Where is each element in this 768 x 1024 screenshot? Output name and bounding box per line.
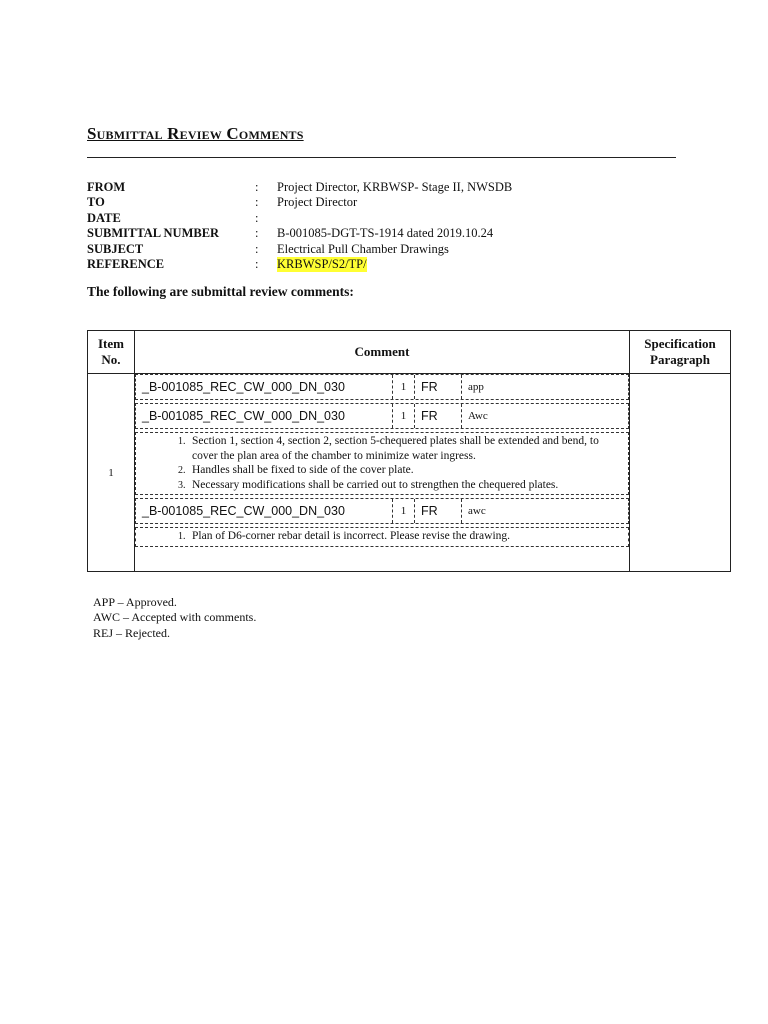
drawing-number: _B-001085_REC_CW_000_DN_030 — [136, 499, 393, 523]
title-rule — [87, 157, 676, 158]
from-value: Project Director, KRBWSP- Stage II, NWSDB — [277, 180, 513, 194]
comments-box — [135, 432, 629, 495]
from-label: FROM — [87, 180, 126, 194]
from-row — [87, 180, 512, 195]
reference-value: KRBWSP/S2/TP/ — [277, 256, 367, 271]
colon: : — [255, 180, 259, 194]
item-no-header: Item No. — [88, 331, 135, 374]
date-label: DATE — [87, 210, 121, 225]
drawing-number: _B-001085_REC_CW_000_DN_030 — [136, 404, 393, 428]
review-status: Awc — [468, 410, 488, 422]
comment-item: 2. Handles shall be fixed to side of the cover plate. — [188, 463, 624, 478]
intro-text: The following are submittal review comments: — [87, 284, 354, 299]
review-status: app — [468, 381, 484, 393]
review-table — [87, 330, 731, 572]
table-header-row — [88, 331, 731, 374]
to-label: TO — [87, 195, 105, 210]
revision: 1 — [393, 499, 415, 523]
subject-row — [87, 242, 512, 257]
comment-list — [136, 529, 624, 544]
table-row — [88, 374, 731, 572]
to-value: Project Director — [277, 195, 358, 210]
colon: : — [255, 210, 259, 225]
reviewer: FR — [415, 375, 462, 399]
reviewer: FR — [415, 499, 462, 523]
drawing-row — [135, 403, 629, 429]
item-number: 1 — [88, 374, 135, 572]
colon: : — [255, 241, 259, 256]
date-row — [87, 211, 512, 226]
subject-value: Electrical Pull Chamber Drawings — [277, 241, 449, 256]
comment-cell — [135, 374, 630, 572]
comment-item: 3. Necessary modifications shall be carried out to strengthen the chequered plates. — [188, 478, 624, 493]
revision: 1 — [393, 404, 415, 428]
legend-item: APP – Approved. — [93, 595, 177, 609]
colon: : — [255, 226, 259, 241]
subject-label: SUBJECT — [87, 241, 144, 256]
submittal-row — [87, 226, 512, 241]
revision: 1 — [393, 375, 415, 399]
drawing-number: _B-001085_REC_CW_000_DN_030 — [136, 375, 393, 399]
comment-header: Comment — [135, 331, 630, 374]
comment-list — [136, 434, 624, 492]
submittal-label: SUBMITTAL NUMBER — [87, 226, 220, 241]
legend-item: REJ – Rejected. — [93, 625, 170, 640]
comment-item: 1. Section 1, section 4, section 2, section 5-chequered plates shall be extended and bend, to cover the plan area of the chamber to minimize water ingress. — [188, 434, 624, 463]
legend-item: AWC – Accepted with comments. — [93, 610, 257, 625]
colon: : — [255, 256, 259, 271]
status-legend — [93, 595, 256, 641]
drawing-row — [135, 498, 629, 524]
reviewer: FR — [415, 404, 462, 428]
reference-label: REFERENCE — [87, 256, 165, 271]
comment-item: 1. Plan of D6-corner rebar detail is incorrect. Please revise the drawing. — [188, 529, 624, 544]
spec-paragraph-header: Specification Paragraph — [630, 331, 731, 374]
to-row — [87, 195, 512, 210]
reference-row — [87, 257, 512, 272]
submittal-value: B-001085-DGT-TS-1914 dated 2019.10.24 — [277, 226, 494, 241]
drawing-row — [135, 374, 629, 400]
memo-header — [87, 180, 512, 272]
page-title: Submittal Review Comments — [87, 124, 304, 143]
comments-box — [135, 527, 629, 547]
colon: : — [255, 195, 259, 210]
review-status: awc — [468, 505, 486, 517]
spec-paragraph-cell — [630, 374, 731, 572]
